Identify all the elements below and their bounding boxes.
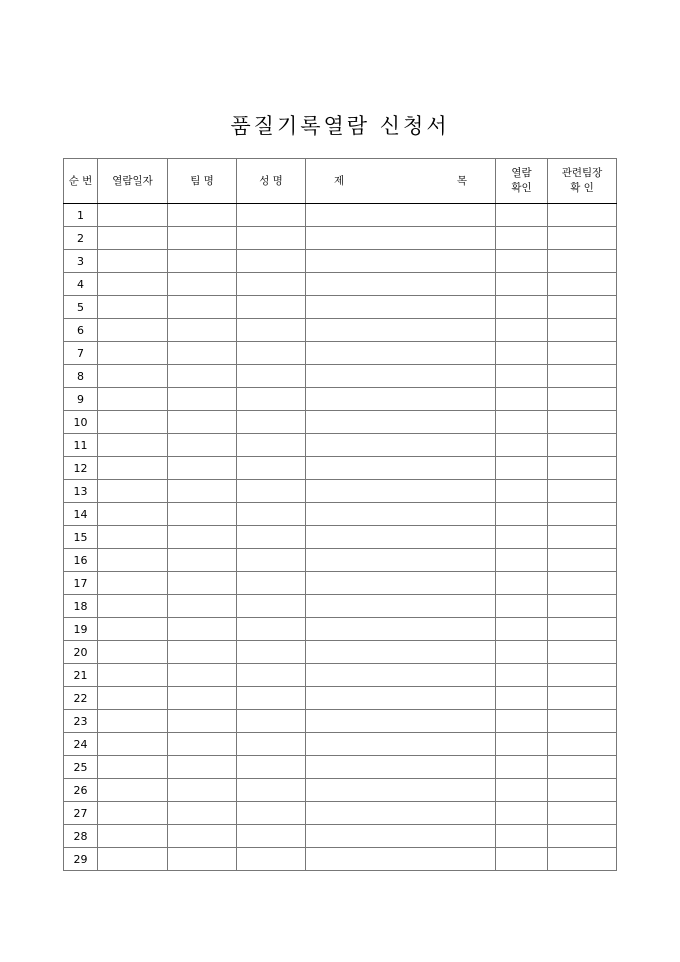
page-title: 품질기록열람 신청서 [230, 114, 450, 138]
row-number: 26 [64, 779, 98, 802]
team-cell[interactable] [168, 595, 237, 618]
date-cell[interactable] [98, 802, 168, 825]
row-number: 2 [64, 227, 98, 250]
team-leader-cell[interactable] [548, 664, 617, 687]
name-cell[interactable] [237, 733, 306, 756]
subject-cell[interactable] [306, 756, 496, 779]
team-leader-cell[interactable] [548, 733, 617, 756]
view-confirm-cell[interactable] [496, 687, 548, 710]
header-date: 열람일자 [98, 159, 168, 204]
team-leader-cell[interactable] [548, 710, 617, 733]
name-cell[interactable] [237, 572, 306, 595]
row-number: 29 [64, 848, 98, 871]
name-cell[interactable] [237, 250, 306, 273]
team-leader-cell[interactable] [548, 848, 617, 871]
name-cell[interactable] [237, 503, 306, 526]
table-row [64, 503, 617, 526]
team-leader-cell[interactable] [548, 825, 617, 848]
subject-cell[interactable] [306, 365, 496, 388]
name-cell[interactable] [237, 618, 306, 641]
subject-cell[interactable] [306, 503, 496, 526]
team-cell[interactable] [168, 802, 237, 825]
row-number: 3 [64, 250, 98, 273]
table-row [64, 434, 617, 457]
table-row [64, 480, 617, 503]
team-cell[interactable] [168, 411, 237, 434]
subject-cell[interactable] [306, 273, 496, 296]
name-cell[interactable] [237, 434, 306, 457]
date-cell[interactable] [98, 342, 168, 365]
date-cell[interactable] [98, 503, 168, 526]
subject-cell[interactable] [306, 595, 496, 618]
name-cell[interactable] [237, 411, 306, 434]
table-row [64, 388, 617, 411]
team-cell[interactable] [168, 641, 237, 664]
name-cell[interactable] [237, 227, 306, 250]
date-cell[interactable] [98, 250, 168, 273]
row-number: 4 [64, 273, 98, 296]
date-cell[interactable] [98, 549, 168, 572]
team-cell[interactable] [168, 480, 237, 503]
team-cell[interactable] [168, 457, 237, 480]
date-cell[interactable] [98, 779, 168, 802]
team-leader-cell[interactable] [548, 388, 617, 411]
view-confirm-cell[interactable] [496, 342, 548, 365]
team-leader-cell[interactable] [548, 572, 617, 595]
name-cell[interactable] [237, 457, 306, 480]
table-row [64, 779, 617, 802]
subject-cell[interactable] [306, 641, 496, 664]
row-number: 25 [64, 756, 98, 779]
date-cell[interactable] [98, 618, 168, 641]
name-cell[interactable] [237, 319, 306, 342]
view-confirm-cell[interactable] [496, 273, 548, 296]
team-cell[interactable] [168, 503, 237, 526]
team-cell[interactable] [168, 549, 237, 572]
date-cell[interactable] [98, 710, 168, 733]
team-leader-cell[interactable] [548, 227, 617, 250]
view-confirm-cell[interactable] [496, 526, 548, 549]
name-cell[interactable] [237, 825, 306, 848]
team-leader-cell[interactable] [548, 618, 617, 641]
team-cell[interactable] [168, 273, 237, 296]
name-cell[interactable] [237, 848, 306, 871]
table-row [64, 710, 617, 733]
table-row [64, 664, 617, 687]
date-cell[interactable] [98, 227, 168, 250]
row-number: 6 [64, 319, 98, 342]
row-number: 1 [64, 204, 98, 227]
table-row [64, 296, 617, 319]
team-leader-cell[interactable] [548, 526, 617, 549]
table-row [64, 227, 617, 250]
table-row [64, 641, 617, 664]
table-row [64, 733, 617, 756]
team-leader-cell[interactable] [548, 342, 617, 365]
team-leader-cell[interactable] [548, 273, 617, 296]
team-leader-cell[interactable] [548, 250, 617, 273]
team-cell[interactable] [168, 825, 237, 848]
table-row [64, 618, 617, 641]
team-cell[interactable] [168, 388, 237, 411]
team-leader-cell[interactable] [548, 802, 617, 825]
team-cell[interactable] [168, 779, 237, 802]
row-number: 9 [64, 388, 98, 411]
header-view-confirm [496, 159, 548, 204]
subject-cell[interactable] [306, 733, 496, 756]
subject-cell[interactable] [306, 204, 496, 227]
view-confirm-cell[interactable] [496, 595, 548, 618]
team-cell[interactable] [168, 710, 237, 733]
row-number: 13 [64, 480, 98, 503]
view-confirm-cell[interactable] [496, 848, 548, 871]
view-confirm-cell[interactable] [496, 710, 548, 733]
row-number: 27 [64, 802, 98, 825]
subject-cell[interactable] [306, 342, 496, 365]
name-cell[interactable] [237, 480, 306, 503]
team-cell[interactable] [168, 365, 237, 388]
team-cell[interactable] [168, 687, 237, 710]
row-number: 16 [64, 549, 98, 572]
subject-cell[interactable] [306, 411, 496, 434]
name-cell[interactable] [237, 204, 306, 227]
subject-cell[interactable] [306, 572, 496, 595]
table-row [64, 319, 617, 342]
date-cell[interactable] [98, 664, 168, 687]
team-cell[interactable] [168, 319, 237, 342]
name-cell[interactable] [237, 296, 306, 319]
name-cell[interactable] [237, 342, 306, 365]
name-cell[interactable] [237, 549, 306, 572]
subject-cell[interactable] [306, 526, 496, 549]
view-confirm-cell[interactable] [496, 664, 548, 687]
date-cell[interactable] [98, 848, 168, 871]
table-row [64, 457, 617, 480]
subject-cell[interactable] [306, 388, 496, 411]
date-cell[interactable] [98, 595, 168, 618]
date-cell[interactable] [98, 687, 168, 710]
team-cell[interactable] [168, 664, 237, 687]
table-row [64, 756, 617, 779]
table-body [64, 204, 617, 871]
view-confirm-cell[interactable] [496, 825, 548, 848]
header-subject [306, 159, 496, 204]
view-confirm-cell[interactable] [496, 572, 548, 595]
date-cell[interactable] [98, 411, 168, 434]
date-cell[interactable] [98, 825, 168, 848]
header-subject-right: 목 [456, 174, 467, 187]
team-leader-cell[interactable] [548, 549, 617, 572]
team-leader-cell[interactable] [548, 296, 617, 319]
view-confirm-cell[interactable] [496, 779, 548, 802]
subject-cell[interactable] [306, 618, 496, 641]
team-cell[interactable] [168, 296, 237, 319]
date-cell[interactable] [98, 756, 168, 779]
row-number: 7 [64, 342, 98, 365]
date-cell[interactable] [98, 733, 168, 756]
team-cell[interactable] [168, 526, 237, 549]
table-row [64, 204, 617, 227]
team-cell[interactable] [168, 618, 237, 641]
view-confirm-cell[interactable] [496, 480, 548, 503]
subject-cell[interactable] [306, 664, 496, 687]
team-leader-cell[interactable] [548, 411, 617, 434]
team-leader-cell[interactable] [548, 779, 617, 802]
header-team-leader-line1: 관련팀장 [561, 167, 603, 179]
date-cell[interactable] [98, 457, 168, 480]
view-confirm-cell[interactable] [496, 296, 548, 319]
subject-cell[interactable] [306, 296, 496, 319]
name-cell[interactable] [237, 710, 306, 733]
subject-cell[interactable] [306, 549, 496, 572]
team-leader-cell[interactable] [548, 756, 617, 779]
date-cell[interactable] [98, 365, 168, 388]
table-row [64, 411, 617, 434]
view-confirm-cell[interactable] [496, 411, 548, 434]
team-cell[interactable] [168, 572, 237, 595]
subject-cell[interactable] [306, 227, 496, 250]
team-cell[interactable] [168, 342, 237, 365]
date-cell[interactable] [98, 641, 168, 664]
row-number: 17 [64, 572, 98, 595]
header-no: 순 번 [64, 159, 98, 204]
table-row [64, 572, 617, 595]
subject-cell[interactable] [306, 848, 496, 871]
view-confirm-cell[interactable] [496, 618, 548, 641]
subject-cell[interactable] [306, 710, 496, 733]
view-confirm-cell[interactable] [496, 434, 548, 457]
team-cell[interactable] [168, 848, 237, 871]
team-leader-cell[interactable] [548, 434, 617, 457]
team-leader-cell[interactable] [548, 457, 617, 480]
date-cell[interactable] [98, 296, 168, 319]
view-confirm-cell[interactable] [496, 457, 548, 480]
team-cell[interactable] [168, 434, 237, 457]
name-cell[interactable] [237, 802, 306, 825]
row-number: 21 [64, 664, 98, 687]
row-number: 8 [64, 365, 98, 388]
view-confirm-cell[interactable] [496, 250, 548, 273]
table-row [64, 595, 617, 618]
header-team-leader [548, 159, 617, 204]
subject-cell[interactable] [306, 480, 496, 503]
name-cell[interactable] [237, 388, 306, 411]
name-cell[interactable] [237, 664, 306, 687]
subject-cell[interactable] [306, 802, 496, 825]
row-number: 14 [64, 503, 98, 526]
subject-cell[interactable] [306, 825, 496, 848]
subject-cell[interactable] [306, 457, 496, 480]
view-confirm-cell[interactable] [496, 641, 548, 664]
name-cell[interactable] [237, 273, 306, 296]
name-cell[interactable] [237, 779, 306, 802]
view-confirm-cell[interactable] [496, 549, 548, 572]
row-number: 22 [64, 687, 98, 710]
date-cell[interactable] [98, 319, 168, 342]
view-confirm-cell[interactable] [496, 503, 548, 526]
team-leader-cell[interactable] [548, 319, 617, 342]
header-row [64, 159, 617, 204]
row-number: 24 [64, 733, 98, 756]
header-view-confirm-line1: 열람 [511, 167, 532, 179]
row-number: 23 [64, 710, 98, 733]
row-number: 20 [64, 641, 98, 664]
row-number: 28 [64, 825, 98, 848]
table-row [64, 365, 617, 388]
team-leader-cell[interactable] [548, 480, 617, 503]
header-name: 성 명 [237, 159, 306, 204]
view-confirm-cell[interactable] [496, 388, 548, 411]
team-leader-cell[interactable] [548, 503, 617, 526]
table-row [64, 342, 617, 365]
table-row [64, 549, 617, 572]
subject-cell[interactable] [306, 434, 496, 457]
name-cell[interactable] [237, 641, 306, 664]
name-cell[interactable] [237, 687, 306, 710]
view-confirm-cell[interactable] [496, 802, 548, 825]
view-confirm-cell[interactable] [496, 756, 548, 779]
row-number: 15 [64, 526, 98, 549]
date-cell[interactable] [98, 204, 168, 227]
view-confirm-cell[interactable] [496, 733, 548, 756]
date-cell[interactable] [98, 434, 168, 457]
team-leader-cell[interactable] [548, 595, 617, 618]
view-confirm-cell[interactable] [496, 365, 548, 388]
table-row [64, 250, 617, 273]
team-cell[interactable] [168, 250, 237, 273]
header-team-leader-line2: 확 인 [570, 182, 594, 194]
name-cell[interactable] [237, 595, 306, 618]
name-cell[interactable] [237, 365, 306, 388]
team-leader-cell[interactable] [548, 365, 617, 388]
subject-cell[interactable] [306, 687, 496, 710]
team-leader-cell[interactable] [548, 204, 617, 227]
table-row [64, 802, 617, 825]
team-leader-cell[interactable] [548, 687, 617, 710]
date-cell[interactable] [98, 480, 168, 503]
row-number: 18 [64, 595, 98, 618]
table-row [64, 526, 617, 549]
header-subject-left: 제 [334, 174, 345, 187]
date-cell[interactable] [98, 572, 168, 595]
table-row [64, 848, 617, 871]
date-cell[interactable] [98, 388, 168, 411]
team-cell[interactable] [168, 227, 237, 250]
view-confirm-cell[interactable] [496, 227, 548, 250]
team-cell[interactable] [168, 204, 237, 227]
header-team: 팀 명 [168, 159, 237, 204]
row-number: 5 [64, 296, 98, 319]
table-row [64, 825, 617, 848]
row-number: 19 [64, 618, 98, 641]
table-row [64, 273, 617, 296]
name-cell[interactable] [237, 756, 306, 779]
row-number: 12 [64, 457, 98, 480]
subject-cell[interactable] [306, 779, 496, 802]
team-cell[interactable] [168, 756, 237, 779]
request-table [63, 158, 617, 871]
view-confirm-cell[interactable] [496, 204, 548, 227]
header-view-confirm-line2: 확인 [511, 182, 532, 194]
subject-cell[interactable] [306, 319, 496, 342]
team-cell[interactable] [168, 733, 237, 756]
date-cell[interactable] [98, 526, 168, 549]
date-cell[interactable] [98, 273, 168, 296]
name-cell[interactable] [237, 526, 306, 549]
row-number: 11 [64, 434, 98, 457]
view-confirm-cell[interactable] [496, 319, 548, 342]
team-leader-cell[interactable] [548, 641, 617, 664]
subject-cell[interactable] [306, 250, 496, 273]
table-row [64, 687, 617, 710]
row-number: 10 [64, 411, 98, 434]
